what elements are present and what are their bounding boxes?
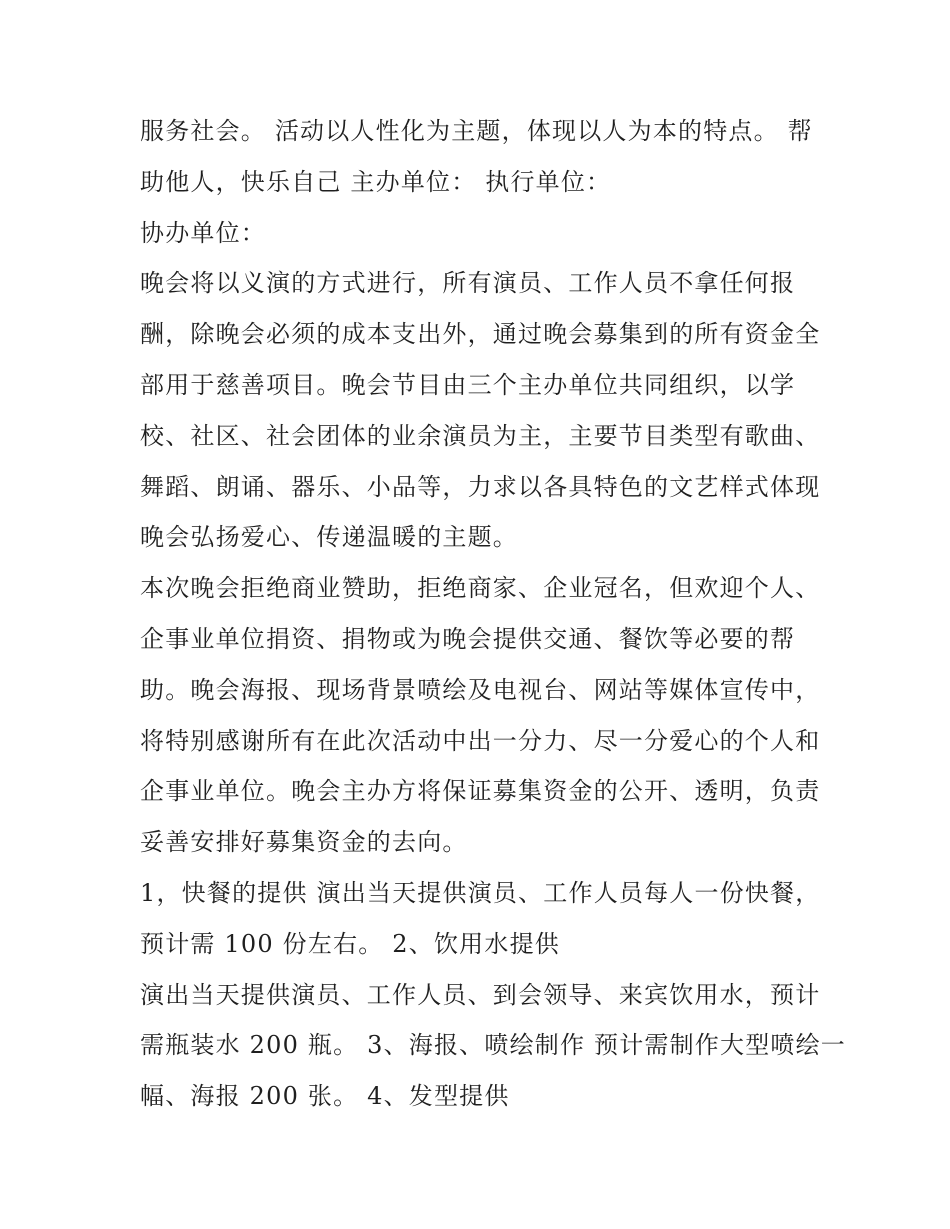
text-line: 协办单位： — [140, 218, 266, 247]
text-line: 酬，除晚会必须的成本支出外，通过晚会募集到的所有资金全 — [140, 320, 821, 349]
text-line: 晚会将以义演的方式进行，所有演员、工作人员不拿任何报 — [140, 269, 796, 298]
text-line: 企事业单位。晚会主办方将保证募集资金的公开、透明，负责 — [140, 777, 821, 806]
text-line: 妥善安排好募集资金的去向。 — [140, 828, 468, 857]
text-line: 服务社会。 活动以人性化为主题，体现以人为本的特点。 帮 — [140, 117, 813, 145]
text-line: 校、社区、社会团体的业余演员为主，主要节目类型有歌曲、 — [140, 421, 821, 450]
text-line: 1，快餐的提供 演出当天提供演员、工作人员每人一份快餐， — [140, 878, 821, 907]
text-line: 需瓶装水 200 瓶。 3、海报、喷绘制作 预计需制作大型喷绘一 — [140, 1031, 846, 1060]
text-line: 助。晚会海报、现场背景喷绘及电视台、网站等媒体宣传中， — [140, 675, 821, 704]
body-text — [140, 106, 846, 1122]
text-line: 晚会弘扬爱心、传递温暖的主题。 — [140, 523, 518, 552]
text-line: 助他人，快乐自己 主办单位： 执行单位： — [140, 167, 612, 196]
text-line: 将特别感谢所有在此次活动中出一分力、尽一分爱心的个人和 — [140, 726, 821, 755]
text-line: 幅、海报 200 张。 4、发型提供 — [140, 1082, 510, 1111]
text-line: 企事业单位捐资、捐物或为晚会提供交通、餐饮等必要的帮 — [140, 624, 796, 653]
text-line: 预计需 100 份左右。 2、饮用水提供 — [140, 929, 560, 958]
text-line: 舞蹈、朗诵、器乐、小品等，力求以各具特色的文艺样式体现 — [140, 472, 821, 501]
text-line: 演出当天提供演员、工作人员、到会领导、来宾饮用水，预计 — [140, 980, 821, 1009]
text-line: 本次晚会拒绝商业赞助，拒绝商家、企业冠名，但欢迎个人、 — [140, 574, 821, 603]
text-line: 部用于慈善项目。晚会节目由三个主办单位共同组织，以学 — [140, 370, 796, 399]
